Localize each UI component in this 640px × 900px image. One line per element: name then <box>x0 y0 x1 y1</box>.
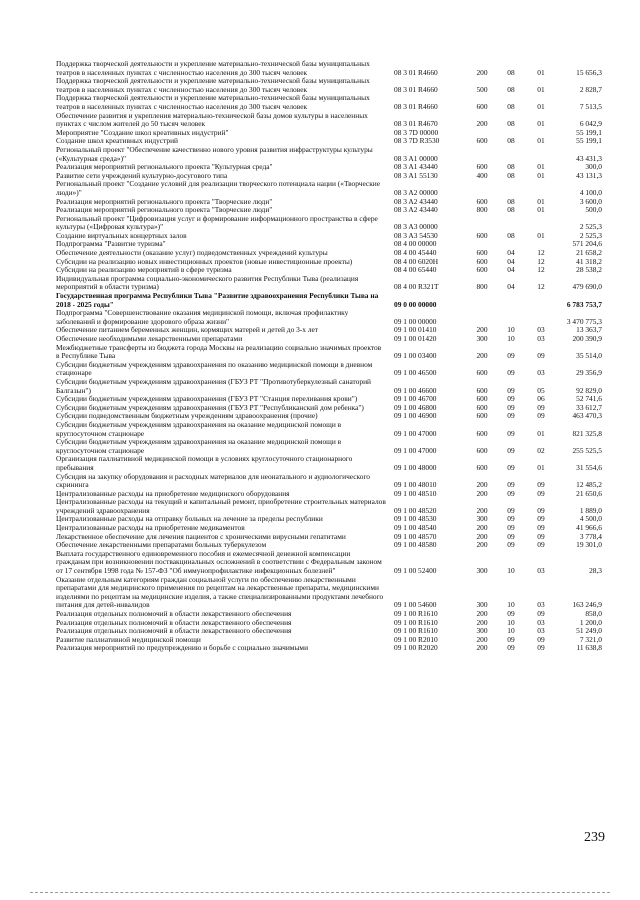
row-code: 09 1 00 46500 <box>394 368 437 378</box>
row-code: 09 1 00 01420 <box>394 334 437 343</box>
row-amount: 463 470,3 <box>572 411 602 421</box>
row-subsection: 01 <box>537 170 545 180</box>
row-amount: 479 690,0 <box>572 282 602 292</box>
row-code: 09 1 00 46700 <box>394 394 437 404</box>
row-name: Обеспечение питанием беременных женщин, кормящих матерей и детей до 3-х лет <box>56 325 319 335</box>
row-name: Обеспечение лекарственными препаратами больных туберкулезом <box>56 540 267 550</box>
row-amount: 1 889,0 <box>579 505 602 515</box>
row-section: 09 <box>507 634 515 644</box>
row-amount: 21 650,6 <box>576 488 602 498</box>
row-expense-type: 200 <box>476 480 488 490</box>
row-code: 09 1 00 47000 <box>394 428 437 438</box>
row-amount: 858,0 <box>585 609 602 618</box>
row-section: 08 <box>507 170 515 180</box>
row-code: 08 3 A2 00000 <box>394 187 438 197</box>
row-name: Субсидии бюджетным учреждениям здравоохранения (ГБУЗ РТ "Станция переливания крови") <box>56 394 358 404</box>
row-section: 09 <box>507 488 515 498</box>
row-expense-type: 200 <box>476 119 488 129</box>
row-code: 09 1 00 48010 <box>394 480 437 490</box>
table-row <box>56 146 616 163</box>
row-subsection: 05 <box>537 385 545 395</box>
row-name: Обеспечение необходимыми лекарственными препаратами <box>56 334 243 343</box>
row-code: 09 1 00 48530 <box>394 514 437 524</box>
row-code: 08 3 7D 00000 <box>394 127 439 137</box>
row-name: Реализация отдельных полномочий в области лекарственного обеспечения <box>56 617 292 627</box>
row-expense-type: 500 <box>476 84 488 94</box>
row-name: Организация паллиативной медицинской помощи в условиях круглосуточного стационарного пребывания <box>56 454 353 472</box>
row-name: Централизованные расходы на приобретение медикаментов <box>56 523 245 533</box>
row-subsection: 09 <box>537 488 545 498</box>
row-subsection: 12 <box>537 282 545 292</box>
table-row <box>56 344 616 361</box>
row-code: 08 4 00 6020Н <box>394 256 439 266</box>
row-subsection: 09 <box>537 634 545 644</box>
row-subsection: 12 <box>537 265 545 275</box>
row-amount: 29 356,9 <box>576 368 602 378</box>
row-expense-type: 400 <box>476 170 488 180</box>
row-amount: 21 658,2 <box>576 248 602 258</box>
row-expense-type: 600 <box>476 256 488 266</box>
row-amount: 3 600,0 <box>579 196 602 206</box>
row-amount: 51 249,0 <box>576 626 602 636</box>
row-subsection: 06 <box>537 394 545 404</box>
row-section: 09 <box>507 394 515 404</box>
row-name: Развитие сети учреждений культурно-досугового типа <box>56 170 228 180</box>
row-expense-type: 300 <box>476 566 488 576</box>
row-name: Централизованные расходы на текущий и капитальный ремонт, приобретение строительных материалов учреждений здравоохранения <box>56 497 386 515</box>
table-row <box>56 309 616 326</box>
row-expense-type: 600 <box>476 101 488 111</box>
row-section: 10 <box>507 600 515 610</box>
table-row <box>56 455 616 472</box>
row-section: 09 <box>507 428 515 438</box>
row-amount: 15 656,3 <box>576 67 602 77</box>
row-code: 09 1 00 R1610 <box>394 609 438 618</box>
row-name: Реализация мероприятий регионального проекта "Культурная среда" <box>56 162 273 172</box>
row-code: 08 4 00 R321Т <box>394 282 439 292</box>
row-subsection: 09 <box>537 411 545 421</box>
row-subsection: 12 <box>537 248 545 258</box>
row-code: 08 3 01 R4670 <box>394 119 438 129</box>
row-expense-type: 600 <box>476 428 488 438</box>
row-subsection: 01 <box>537 101 545 111</box>
row-name: Мероприятие "Создание школ креативных индустрий" <box>56 127 229 137</box>
row-code: 09 1 00 R2020 <box>394 643 438 653</box>
row-code: 09 1 00 R1610 <box>394 626 438 636</box>
row-amount: 11 638,8 <box>576 643 602 653</box>
row-amount: 13 363,7 <box>576 325 602 335</box>
row-amount: 821 325,8 <box>572 428 602 438</box>
row-section: 08 <box>507 196 515 206</box>
row-name: Субсидии бюджетным учреждениям здравоохранения (ГБУЗ РТ "Противотуберкулезный санаторий Балгазын") <box>56 376 371 395</box>
row-subsection: 01 <box>537 84 545 94</box>
row-expense-type: 800 <box>476 282 488 292</box>
table-row <box>56 498 616 515</box>
row-name: Субсидии подведомственным бюджетным учреждениям здравоохранения (прочие) <box>56 411 318 421</box>
row-subsection: 01 <box>537 119 545 129</box>
row-name: Выплата государственного единовременного пособия и ежемесячной денежной компенсации гражданам при возникновении поствакцинальных осложнений в соответствии с Федеральным законом от 17 сентября 1998 года № 157-ФЗ "Об иммунопрофилактике инфекционных болезней" <box>56 548 382 576</box>
row-name: Государственная программа Республики Тыва "Развитие здравоохранения Республики Тыва на 2018 - 2025 годы" <box>56 291 379 309</box>
row-subsection: 01 <box>537 196 545 206</box>
row-code: 09 1 00 52400 <box>394 566 437 576</box>
row-section: 08 <box>507 162 515 172</box>
row-amount: 255 525,5 <box>572 445 602 455</box>
row-subsection: 03 <box>537 334 545 343</box>
table-row <box>56 576 616 610</box>
row-name: Поддержка творческой деятельности и укрепление материально-технической базы муниципальных театров в населенных пунктах с численностью населения до 300 тысяч человек <box>56 93 370 111</box>
row-amount: 2 525,3 <box>579 230 602 240</box>
row-subsection: 09 <box>537 480 545 490</box>
row-amount: 31 554,6 <box>576 462 602 472</box>
row-section: 08 <box>507 67 515 77</box>
row-section: 10 <box>507 617 515 627</box>
row-amount: 7 513,5 <box>579 101 602 111</box>
row-subsection: 03 <box>537 566 545 576</box>
row-subsection: 09 <box>537 531 545 541</box>
row-amount: 28 538,2 <box>576 265 602 275</box>
table-row <box>56 94 616 111</box>
row-expense-type: 600 <box>476 162 488 172</box>
row-name: Субсидии бюджетным учреждениям здравоохранения на оказание медицинской помощи в круглосуточном стационаре <box>56 419 342 438</box>
row-expense-type: 300 <box>476 600 488 610</box>
row-amount: 300,0 <box>585 162 602 172</box>
row-expense-type: 200 <box>476 523 488 533</box>
row-section: 10 <box>507 325 515 335</box>
row-code: 08 3 A2 43440 <box>394 205 438 215</box>
row-code: 08 3 A1 43440 <box>394 162 438 172</box>
row-expense-type: 600 <box>476 265 488 275</box>
row-amount: 571 204,6 <box>572 239 602 249</box>
table-row <box>56 215 616 232</box>
row-amount: 500,0 <box>585 205 602 215</box>
table-row <box>56 180 616 197</box>
row-subsection: 03 <box>537 368 545 378</box>
row-code: 08 3 7D R3530 <box>394 136 440 146</box>
row-code: 09 1 00 48520 <box>394 505 437 515</box>
row-amount: 1 200,0 <box>579 617 602 627</box>
row-name: Обеспечение развития и укрепления материально-технической базы домов культуры в населенных пунктах с числом жителей до 50 тысяч человек <box>56 110 368 129</box>
row-name: Реализация отдельных полномочий в области лекарственного обеспечения <box>56 626 292 636</box>
page-number: 239 <box>584 830 605 845</box>
row-name: Региональный проект "Обеспечение качественно нового уровня развития инфраструктуры культуры («Культурная среда»)" <box>56 144 373 163</box>
row-code: 08 4 00 65440 <box>394 265 437 275</box>
row-subsection: 09 <box>537 540 545 550</box>
row-section: 10 <box>507 334 515 343</box>
row-expense-type: 600 <box>476 385 488 395</box>
row-subsection: 03 <box>537 617 545 627</box>
row-expense-type: 200 <box>476 609 488 618</box>
row-subsection: 12 <box>537 256 545 266</box>
row-amount: 52 741,6 <box>576 394 602 404</box>
row-name: Субсидии бюджетным учреждениям здравоохранения на оказание медицинской помощи в круглосуточном стационаре <box>56 437 342 455</box>
row-section: 09 <box>507 505 515 515</box>
row-section: 04 <box>507 256 515 266</box>
row-code: 08 3 A2 43440 <box>394 196 438 206</box>
row-section: 09 <box>507 609 515 618</box>
row-code: 09 1 00 46800 <box>394 402 437 412</box>
row-name: Обеспечение деятельности (оказание услуг) подведомственных учреждений культуры <box>56 248 328 258</box>
row-name: Создание школ креативных индустрий <box>56 136 178 146</box>
row-code: 09 1 00 47000 <box>394 445 437 455</box>
row-expense-type: 200 <box>476 617 488 627</box>
row-expense-type: 600 <box>476 196 488 206</box>
row-amount: 3 470 775,3 <box>566 316 602 326</box>
row-name: Поддержка творческой деятельности и укрепление материально-технической базы муниципальных театров в населенных пунктах с численностью населения до 300 тысяч человек <box>56 59 370 77</box>
row-name: Создание виртуальных концертных залов <box>56 230 187 240</box>
row-expense-type: 600 <box>476 411 488 421</box>
row-section: 09 <box>507 462 515 472</box>
row-subsection: 03 <box>537 600 545 610</box>
table-row <box>56 60 616 77</box>
row-code: 08 3 01 R4660 <box>394 84 438 94</box>
row-section: 08 <box>507 230 515 240</box>
table-row <box>56 77 616 94</box>
row-expense-type: 600 <box>476 462 488 472</box>
row-code: 08 3 01 R4660 <box>394 101 438 111</box>
row-name: Централизованные расходы на отправку больных на лечение за пределы республики <box>56 514 323 524</box>
row-name: Межбюджетные трансферты из бюджета города Москвы на реализацию социально значимых проектов в Республике Тыва <box>56 342 382 361</box>
row-amount: 41 318,2 <box>576 256 602 266</box>
row-code: 08 3 A1 00000 <box>394 153 438 163</box>
row-amount: 41 966,6 <box>576 523 602 533</box>
row-amount: 2 828,7 <box>579 84 602 94</box>
row-expense-type: 200 <box>476 67 488 77</box>
row-amount: 33 612,7 <box>576 402 602 412</box>
row-subsection: 03 <box>537 626 545 636</box>
row-expense-type: 300 <box>476 334 488 343</box>
table-row <box>56 473 616 490</box>
row-section: 09 <box>507 643 515 653</box>
table-row <box>56 361 616 378</box>
row-amount: 19 301,0 <box>576 540 602 550</box>
row-code: 08 4 00 45440 <box>394 248 437 258</box>
row-subsection: 01 <box>537 230 545 240</box>
row-subsection: 01 <box>537 462 545 472</box>
row-section: 09 <box>507 480 515 490</box>
row-subsection: 09 <box>537 643 545 653</box>
row-section: 09 <box>507 402 515 412</box>
table-row <box>56 644 616 653</box>
table-row <box>56 112 616 129</box>
row-name: Реализация мероприятий регионального проекта "Творческие люди" <box>56 205 273 215</box>
row-section: 09 <box>507 514 515 524</box>
row-code: 09 1 00 54600 <box>394 600 437 610</box>
row-expense-type: 200 <box>476 531 488 541</box>
row-section: 09 <box>507 540 515 550</box>
row-subsection: 01 <box>537 136 545 146</box>
row-amount: 55 199,1 <box>576 136 602 146</box>
row-name: Субсидии на реализацию мероприятий в сфере туризма <box>56 265 232 275</box>
row-name: Субсидии бюджетным учреждениям здравоохранения (ГБУЗ РТ "Республиканский дом ребенка") <box>56 402 364 412</box>
row-section: 04 <box>507 265 515 275</box>
row-code: 08 4 00 00000 <box>394 239 437 249</box>
row-amount: 35 514,0 <box>576 351 602 361</box>
row-amount: 28,3 <box>589 566 602 576</box>
row-section: 09 <box>507 445 515 455</box>
row-amount: 7 321,0 <box>579 634 602 644</box>
row-code: 09 1 00 R1610 <box>394 617 438 627</box>
row-name: Реализация мероприятий по предупреждению и борьбе с социально значимыми <box>56 643 309 653</box>
row-section: 04 <box>507 248 515 258</box>
table-row <box>56 421 616 438</box>
row-expense-type: 300 <box>476 626 488 636</box>
row-expense-type: 600 <box>476 136 488 146</box>
row-section: 08 <box>507 84 515 94</box>
row-name: Реализация мероприятий регионального проекта "Творческие люди" <box>56 196 273 206</box>
row-amount: 4 500,0 <box>579 514 602 524</box>
row-code: 09 1 00 46600 <box>394 385 437 395</box>
row-amount: 6 042,9 <box>579 119 602 129</box>
row-name: Субсидии бюджетным учреждениям здравоохранения по оказанию медицинской помощи в дневном стационаре <box>56 359 373 378</box>
row-section: 09 <box>507 351 515 361</box>
row-name: Централизованные расходы на приобретение медицинского оборудования <box>56 488 290 498</box>
row-name: Оказание отдельным категориям граждан социальной услуги по обеспечению лекарственными препаратами для медицинского применения по рецептам на лекарственные препараты, медицинскими изделиями по рецептам на медицинские изделия, а также специализированными продуктами лечебного питания для детей-инвалидов <box>56 574 384 610</box>
row-subsection: 09 <box>537 351 545 361</box>
row-amount: 43 431,3 <box>576 153 602 163</box>
row-subsection: 01 <box>537 67 545 77</box>
row-expense-type: 200 <box>476 325 488 335</box>
row-expense-type: 600 <box>476 248 488 258</box>
row-code: 09 1 00 R2010 <box>394 634 438 644</box>
row-code: 09 1 00 48570 <box>394 531 437 541</box>
scan-edge <box>30 892 610 893</box>
row-code: 08 3 A3 54530 <box>394 230 438 240</box>
row-expense-type: 200 <box>476 505 488 515</box>
row-code: 08 3 A1 55130 <box>394 170 438 180</box>
row-section: 04 <box>507 282 515 292</box>
row-name: Региональный проект "Создание условий для реализации творческого потенциала нации («Творческие люди»)" <box>56 179 381 197</box>
row-section: 09 <box>507 523 515 533</box>
row-code: 09 1 00 01410 <box>394 325 437 335</box>
row-amount: 3 778,4 <box>579 531 602 541</box>
row-subsection: 09 <box>537 523 545 533</box>
row-amount: 43 131,3 <box>576 170 602 180</box>
row-name: Индивидуальная программа социально-экономического развития Республики Тыва (реализация мероприятий в области туризма) <box>56 273 359 292</box>
row-name: Субсидии на реализацию новых инвестиционных проектов (новые инвестиционные проекты) <box>56 256 353 266</box>
row-section: 09 <box>507 531 515 541</box>
row-code: 09 0 00 00000 <box>394 299 437 309</box>
row-subsection: 09 <box>537 514 545 524</box>
table-row <box>56 438 616 455</box>
row-name: Подпрограмма "Развитие туризма" <box>56 239 166 249</box>
row-subsection: 09 <box>537 402 545 412</box>
row-code: 09 1 00 48510 <box>394 488 437 498</box>
row-amount: 12 485,2 <box>576 480 602 490</box>
table-row <box>56 550 616 576</box>
row-amount: 4 100,0 <box>579 187 602 197</box>
row-section: 08 <box>507 101 515 111</box>
row-code: 09 1 00 48540 <box>394 523 437 533</box>
row-section: 09 <box>507 368 515 378</box>
row-section: 09 <box>507 385 515 395</box>
row-code: 09 1 00 48580 <box>394 540 437 550</box>
row-code: 08 3 01 R4660 <box>394 67 438 77</box>
table-row <box>56 378 616 395</box>
row-subsection: 01 <box>537 162 545 172</box>
row-expense-type: 600 <box>476 402 488 412</box>
row-name: Субсидия на закупку оборудования и расходных материалов для неонатального и аудиологического скрининга <box>56 471 371 490</box>
row-section: 10 <box>507 566 515 576</box>
row-name: Лекарственное обеспечение для лечения пациентов с хроническими вирусными гепатитами <box>56 531 346 541</box>
budget-table <box>56 60 616 653</box>
row-name: Региональный проект "Цифровизация услуг и формирование информационного пространства в сфере культуры («Цифровая культура»)" <box>56 213 378 232</box>
row-subsection: 03 <box>537 325 545 335</box>
row-expense-type: 200 <box>476 488 488 498</box>
row-subsection: 02 <box>537 445 545 455</box>
row-amount: 200 390,9 <box>572 334 602 343</box>
row-section: 08 <box>507 119 515 129</box>
row-name: Поддержка творческой деятельности и укрепление материально-технической базы муниципальных театров в населенных пунктах с численностью населения до 300 тысяч человек <box>56 76 370 94</box>
row-section: 09 <box>507 411 515 421</box>
row-subsection: 01 <box>537 205 545 215</box>
row-name: Подпрограмма "Совершенствование оказания медицинской помощи, включая профилактику заболеваний и формирование здорового образа жизни" <box>56 308 349 326</box>
row-expense-type: 200 <box>476 634 488 644</box>
row-subsection: 09 <box>537 609 545 618</box>
row-expense-type: 600 <box>476 230 488 240</box>
row-amount: 2 525,3 <box>579 222 602 232</box>
row-subsection: 01 <box>537 428 545 438</box>
table-row <box>56 275 616 292</box>
row-amount: 55 199,1 <box>576 127 602 137</box>
row-expense-type: 600 <box>476 394 488 404</box>
row-amount: 6 783 753,7 <box>566 299 602 309</box>
row-code: 09 1 00 00000 <box>394 316 437 326</box>
row-code: 09 1 00 46900 <box>394 411 437 421</box>
row-code: 09 1 00 03400 <box>394 351 437 361</box>
row-expense-type: 300 <box>476 514 488 524</box>
table-row <box>56 292 616 309</box>
row-amount: 163 246,9 <box>572 600 602 610</box>
row-section: 08 <box>507 136 515 146</box>
row-code: 08 3 A3 00000 <box>394 222 438 232</box>
row-section: 08 <box>507 205 515 215</box>
row-expense-type: 200 <box>476 351 488 361</box>
row-name: Развитие паллиативной медицинской помощи <box>56 634 201 644</box>
row-expense-type: 800 <box>476 205 488 215</box>
row-subsection: 09 <box>537 505 545 515</box>
row-expense-type: 600 <box>476 445 488 455</box>
row-name: Реализация отдельных полномочий в области лекарственного обеспечения <box>56 609 292 618</box>
row-amount: 92 829,0 <box>576 385 602 395</box>
row-section: 10 <box>507 626 515 636</box>
row-code: 09 1 00 48000 <box>394 462 437 472</box>
row-expense-type: 200 <box>476 643 488 653</box>
row-expense-type: 200 <box>476 540 488 550</box>
row-expense-type: 600 <box>476 368 488 378</box>
